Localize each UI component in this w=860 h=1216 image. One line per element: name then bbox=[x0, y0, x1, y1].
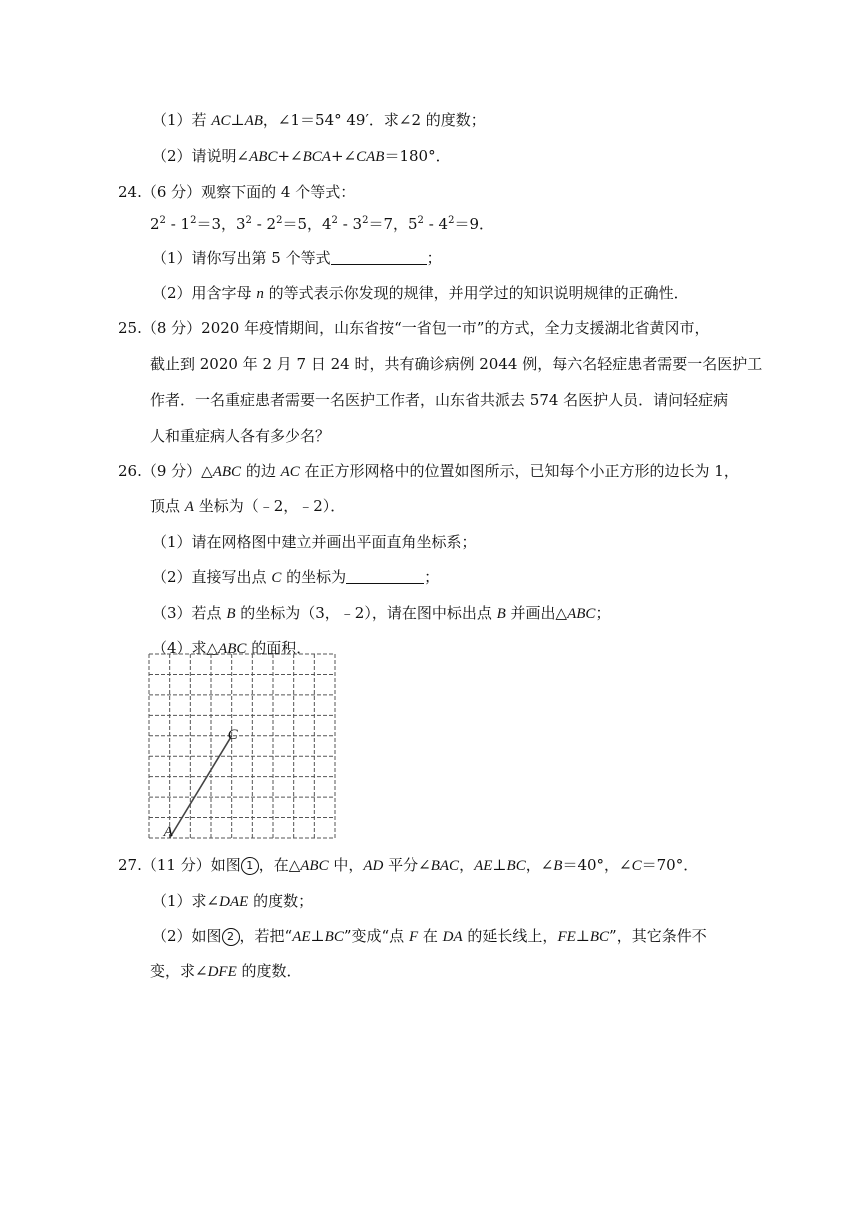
q24-equations: $2^2 - 1^2=3$，$3^2 - 2^2=5$，$4^2 - 3^2=7$，$5^2 - 4^2=9$． bbox=[150, 215, 494, 233]
q23-part2: （2）请说明∠ABC+∠BCA+∠CAB＝180°． bbox=[152, 147, 451, 165]
q26-line2: 顶点 A 坐标为（﹣2，﹣2）． bbox=[150, 497, 346, 515]
q26-line1: 26.（9 分）△ABC 的边 AC 在正方形网格中的位置如图所示，已知每个小正方形的边长为 1， bbox=[118, 462, 739, 480]
label-c: C bbox=[227, 726, 238, 743]
q26-part1: （1）请在网格图中建立并画出平面直角坐标系； bbox=[152, 533, 477, 551]
segment-ac bbox=[170, 736, 232, 838]
q25-line4: 人和重症病人各有多少名？ bbox=[150, 427, 331, 445]
q27-part2-line2: 变，求∠DFE 的度数． bbox=[150, 962, 302, 980]
answer-blank bbox=[346, 568, 424, 584]
q25-line3: 作者．一名重症患者需要一名医护工作者，山东省共派去 574 名医护人员．请问轻症病 bbox=[150, 391, 729, 409]
q26-part2: （2）直接写出点 C 的坐标为 ； bbox=[152, 568, 440, 586]
q27-part1: （1）求∠DAE 的度数； bbox=[152, 892, 314, 910]
grid-lines bbox=[149, 654, 335, 838]
q25-line1: 25.（8 分）2020 年疫情期间，山东省按“一省包一市”的方式，全力支援湖北省黄冈市， bbox=[118, 319, 710, 337]
label-a: A bbox=[163, 824, 173, 839]
figure-number-2: 2 bbox=[222, 928, 240, 946]
q25-line2: 截止到 2020 年 2 月 7 日 24 时，共有确诊病例 2044 例，每六名轻症患者需要一名医护工 bbox=[150, 355, 763, 373]
square-grid-figure bbox=[148, 653, 336, 839]
answer-blank bbox=[331, 249, 427, 265]
q27-part2: （2）如图 2 ，若把“AE⊥BC”变成“点 F 在 DA 的延长线上，FE⊥BC”，其它条件不 bbox=[152, 927, 707, 945]
q23-part1: （1）若 AC⊥AB，∠1＝54° 49′．求∠2 的度数； bbox=[152, 111, 486, 129]
q24-part2: （2）用含字母 n 的等式表示你发现的规律，并用学过的知识说明规律的正确性． bbox=[152, 284, 689, 302]
q26-part3: （3）若点 B 的坐标为（3，﹣2），请在图中标出点 B 并画出△ABC； bbox=[152, 604, 611, 622]
q24-part1: （1）请你写出第 5 个等式 ； bbox=[152, 249, 442, 267]
q26-part4: （4）求△ABC 的面积． bbox=[152, 639, 312, 657]
figure-number-1: 1 bbox=[241, 857, 259, 875]
q27-line1: 27.（11 分）如图 1 ，在△ABC 中，AD 平分∠BAC，AE⊥BC，∠B＝40°，∠C＝70°． bbox=[118, 856, 699, 874]
q24-title: 24.（6 分）观察下面的 4 个等式： bbox=[118, 183, 356, 201]
